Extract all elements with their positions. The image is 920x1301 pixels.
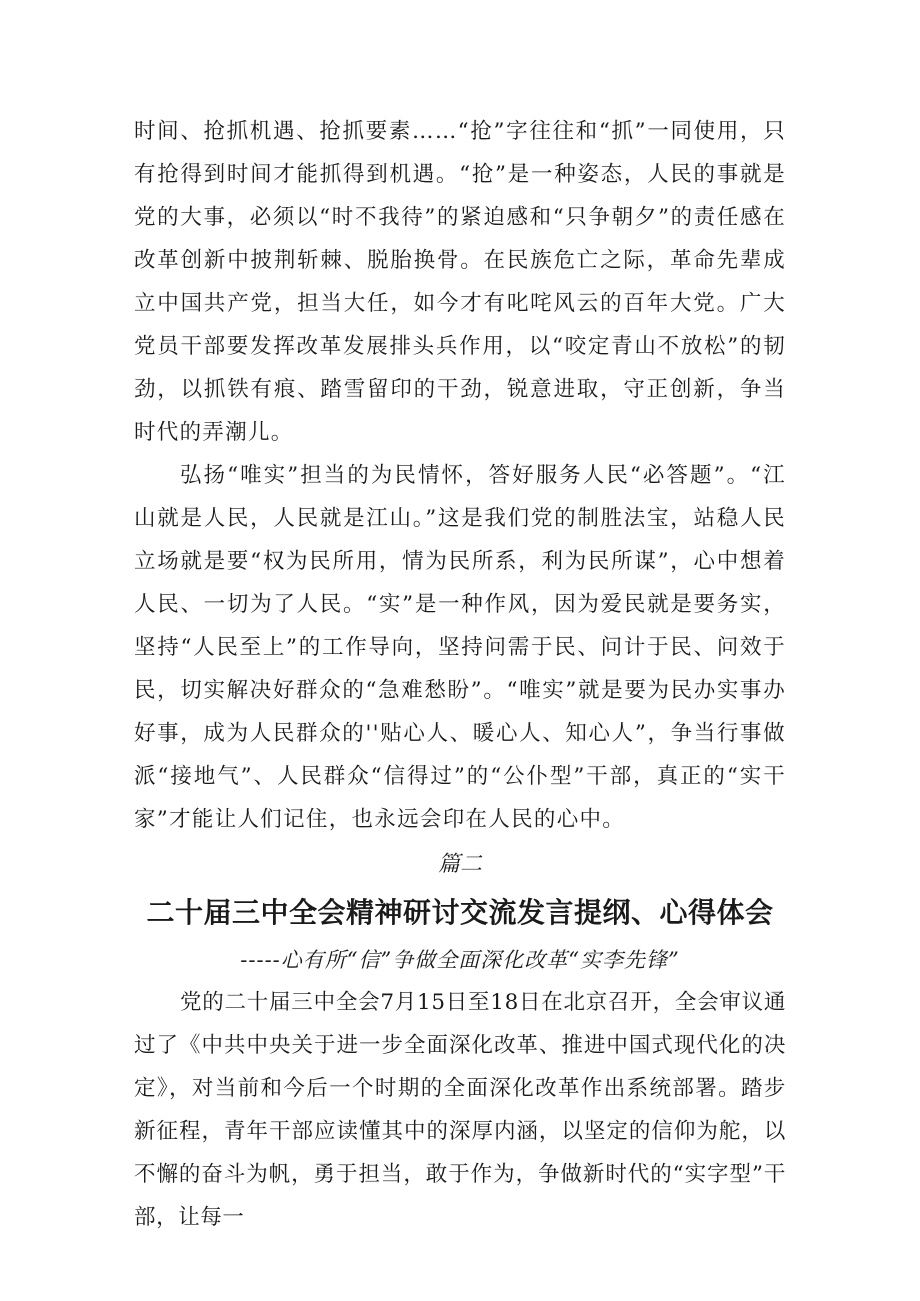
paragraph-people-feeling: 弘扬“唯实”担当的为民情怀，答好服务人民“必答题”。“江山就是人民，人民就是江山。”这是我们党的制胜法宝，站稳人民立场就是要“权为民所用，情为民所系，利为民所谋”，心中想着人民、一切为了人民。“实”是一种作风，因为爱民就是要务实，坚持“人民至上”的工作导向，坚持问需于民、问计于民、问效于民，切实解决好群众的“急难愁盼”。“唯实”就是要为民办实事办好事，成为人民群众的''贴心人、暖心人、知心人”，争当行事做派“接地气”、人民群众“信得过”的“公仆型”干部，真正的“实干家”才能让人们记住，也永远会印在人民的心中。 [134,463,786,832]
section-label: 篇二 [437,852,482,877]
section-title: 二十届三中全会精神研讨交流发言提纲、心得体会 [146,896,774,929]
document-body [134,110,786,1239]
paragraph-plenary-intro: 党的二十届三中全会7月15日至18日在北京召开，全会审议通过了《中共中央关于进一步全面深化改革、推进中国式现代化的决定》，对当前和今后一个时期的全面深化改革作出系统部署。踏步新征程，青年干部应读懂其中的深厚内涵，以坚定的信仰为舵，以不懈的奋斗为帆，勇于担当，敢于作为，争做新时代的“实字型”干部，让每一 [134,990,786,1230]
section-subtitle: -----心有所“信”争做全面深化改革“实李先锋” [240,948,680,972]
paragraph-continuation: 时间、抢抓机遇、抢抓要素……“抢”字往往和“抓”一同使用，只有抢得到时间才能抓得到机遇。“抢”是一种姿态，人民的事就是党的大事，必须以“时不我待”的紧迫感和“只争朝夕”的责任感在改革创新中披荆斩棘、脱胎换骨。在民族危亡之际，革命先辈成立中国共产党，担当大任，如今才有叱咤风云的百年大党。广大党员干部要发挥改革发展排头兵作用，以“咬定青山不放松”的韧劲，以抓铁有痕、踏雪留印的干劲，锐意进取，守正创新，争当时代的弄潮儿。 [134,119,786,445]
